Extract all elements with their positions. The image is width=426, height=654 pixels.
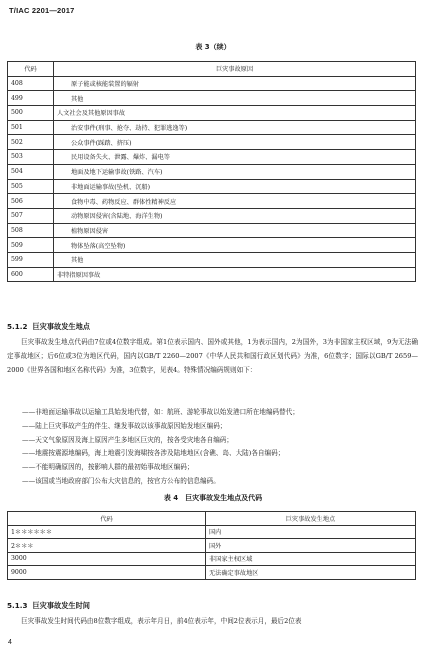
table3-row (8, 179, 416, 194)
section-513-title: 巨灾事故发生时间 (32, 601, 90, 610)
table4-row (8, 552, 416, 566)
table3-cell-name: 物体坠落(高空坠物) (54, 238, 416, 253)
page-number: 4 (8, 639, 12, 646)
table4-cell-name: 国外 (206, 539, 416, 553)
table3-cell-name: 公众事件(踩踏、挤压) (54, 135, 416, 150)
table3-header-name: 巨灾事故原因 (54, 62, 416, 77)
table3-cell-code: 508 (8, 223, 54, 238)
table4-cell-name: 非国家主权区域 (206, 552, 416, 566)
section-512-heading (7, 322, 90, 332)
table4-row (8, 525, 416, 539)
table3-cell-code: 509 (8, 238, 54, 253)
table3-row (8, 208, 416, 223)
rule-item: ——不能明确原因的，按影响人群的最初始事故地区编码； (22, 463, 194, 472)
table3-cell-code: 408 (8, 76, 54, 91)
table4-cell-name: 国内 (206, 525, 416, 539)
rule-item: ——非地面运输事故以运输工具始发地代替，如：航班、游轮事故以始发港口所在地编码替代； (22, 408, 299, 416)
rule-item: ——陆上巨灾事故产生的伴生、继发事故以该事故原因始发地区编码； (22, 421, 227, 430)
rule-item: ——该国或当地政府部门公布大灾信息的，按官方公布的信息编码。 (22, 476, 220, 485)
table3-row (8, 120, 416, 135)
table3-cell-name: 食物中毒、药物反应、群体性精神反应 (54, 194, 416, 209)
table4-cell-code: 9000 (8, 566, 206, 580)
table4-header-row (8, 512, 416, 526)
section-512-number: 5.1.2 (7, 322, 28, 331)
table3-cell-name: 动物原因侵害(含陆地、海洋生物) (54, 208, 416, 223)
section-513-paragraph: 巨灾事故发生时间代码由8位数字组成，表示年月日，前4位表示年，中间2位表示月，最后2位表 (21, 617, 302, 625)
table3-cell-code: 600 (8, 267, 54, 282)
table3-cell-name: 其他 (54, 91, 416, 106)
section-512-title: 巨灾事故发生地点 (32, 322, 90, 331)
table3-cell-name: 非特指原因事故 (54, 267, 416, 282)
table3-cell-code: 501 (8, 120, 54, 135)
table4-cell-code: 1＊＊＊＊＊＊ (8, 525, 206, 539)
rule-item: ——地震按震源地编码，海上地震引发海啸按各涉及陆地地区(含礁、岛、大陆)各自编码； (22, 449, 285, 458)
table3-row (8, 76, 416, 91)
table3-cell-code: 504 (8, 164, 54, 179)
table3-cell-name: 人文社会及其他原因事故 (54, 106, 416, 121)
table4-cell-name: 无法确定事故地区 (206, 566, 416, 580)
table3-cell-name: 民用设备失火、泄露、爆炸、漏电等 (54, 150, 416, 165)
table3-cell-code: 599 (8, 252, 54, 267)
table3-row (8, 135, 416, 150)
table4-header-code: 代码 (8, 512, 206, 526)
table4-row (8, 566, 416, 580)
section-513-heading (7, 601, 90, 611)
table3-caption: 表 3（续） (195, 43, 231, 51)
table4-caption: 表 4 巨灾事故发生地点及代码 (163, 494, 263, 502)
table3-row (8, 267, 416, 282)
standard-code: T/IAC 2201—2017 (9, 6, 75, 15)
table3-row (8, 164, 416, 179)
table3-row (8, 91, 416, 106)
section-512-rules (22, 406, 418, 489)
table3-cell-code: 505 (8, 179, 54, 194)
table3-cell-code: 499 (8, 91, 54, 106)
table3-row (8, 106, 416, 121)
rule-item: ——天文气象原因及海上原因产生多地区巨灾的，按各受灾地各自编码； (22, 435, 233, 444)
table3-header-code: 代码 (8, 62, 54, 77)
table3-cell-code: 503 (8, 150, 54, 165)
table4-row (8, 539, 416, 553)
section-512-body (7, 336, 418, 377)
table4-cell-code: 2＊＊＊ (8, 539, 206, 553)
section-512-paragraph: 巨灾事故发生地点代码由7位或4位数字组成。第1位表示国内、国外或其他，1为表示国内，2为国外，3为非国家主权区域，9为无法确定事故地区；后6位或3位为地区代码，国内以GB/T 2260—2007《中华人民共和国行政区划代码》为准，6位数字；国际以GB/T 2659—2000《世界各国和地区名称代码》为准，3位数字，见表4。特殊情况编码规则如下： (7, 338, 418, 374)
section-513-number: 5.1.3 (7, 601, 28, 610)
table4-cell-code: 3000 (8, 552, 206, 566)
table3-row (8, 223, 416, 238)
table3-cell-code: 502 (8, 135, 54, 150)
table3-cell-name: 治安事件(刑事、抢夺、劫持、犯罪逃逸等) (54, 120, 416, 135)
table3 (7, 61, 416, 282)
table4 (7, 511, 416, 580)
table3-row (8, 238, 416, 253)
table3-cell-code: 500 (8, 106, 54, 121)
table3-row (8, 150, 416, 165)
table4-header-name: 巨灾事故发生地点 (206, 512, 416, 526)
table3-cell-code: 506 (8, 194, 54, 209)
table3-cell-name: 其他 (54, 252, 416, 267)
table3-header-row (8, 62, 416, 77)
table3-cell-name: 原子能或核能装置的辐射 (54, 76, 416, 91)
table3-row (8, 252, 416, 267)
table3-row (8, 194, 416, 209)
table3-cell-name: 植物原因侵害 (54, 223, 416, 238)
table3-cell-name: 非地面运输事故(坠机、沉船) (54, 179, 416, 194)
section-513-body (7, 615, 418, 629)
table3-cell-code: 507 (8, 208, 54, 223)
table3-cell-name: 地面及地下运输事故(铁路、汽车) (54, 164, 416, 179)
